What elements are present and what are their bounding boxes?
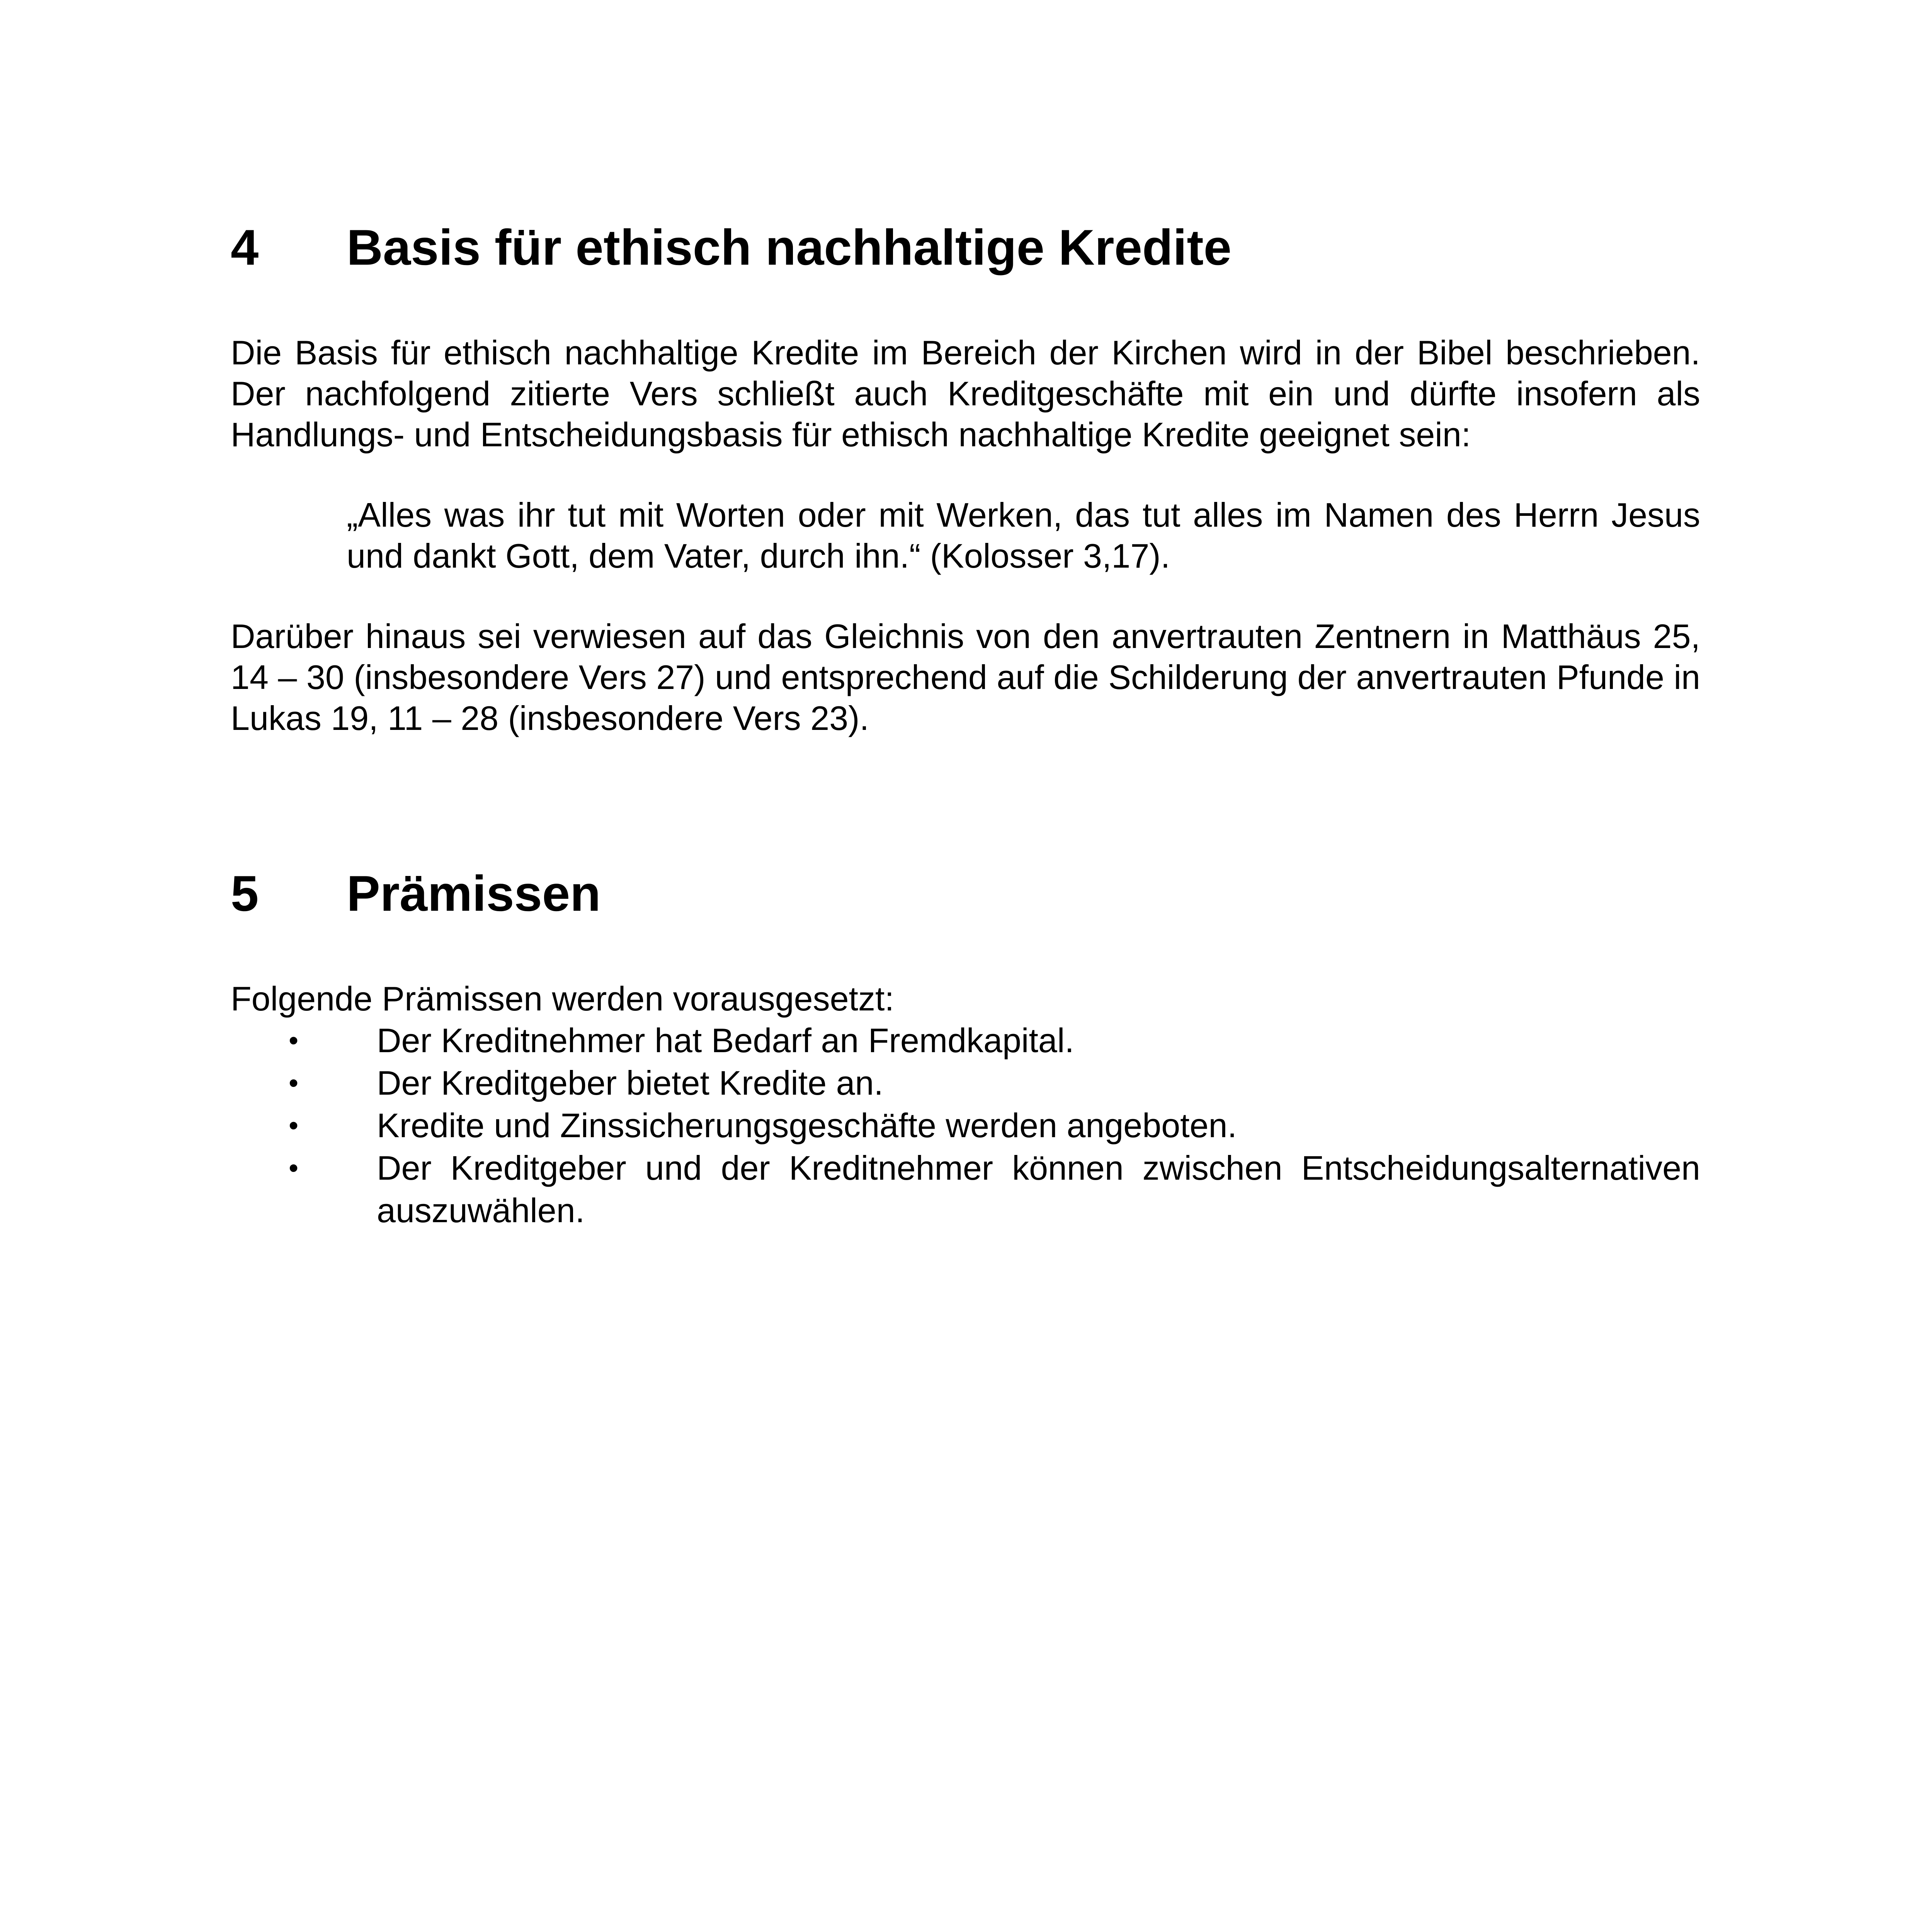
list-item — [231, 1147, 1700, 1232]
section-4-title: Basis für ethisch nachhaltige Kredite — [347, 219, 1232, 276]
section-4-closing-paragraph: Darüber hinaus sei verwiesen auf das Gleichnis von den anvertrauten Zentnern in Matthäus 25, 14 – 30 (insbesondere Vers 27) und entsprechend auf die Schilderung der anvertrauten Pfunde in Lukas 19, 11 – 28 (insbesondere Vers 23). — [231, 617, 1700, 737]
section-5-intro-paragraph: Folgende Prämissen werden vorausgesetzt: — [231, 980, 894, 1018]
page-content — [231, 216, 1700, 1232]
section-5-heading — [231, 862, 1700, 924]
list-item-text: Kredite und Zinssicherungsgeschäfte werden angeboten. — [377, 1106, 1237, 1145]
list-item-text: Der Kreditgeber bietet Kredite an. — [377, 1064, 883, 1102]
list-item-text: Der Kreditgeber und der Kreditnehmer können zwischen Entscheidungsalternativen auszuwählen. — [377, 1149, 1700, 1230]
bible-quote: „Alles was ihr tut mit Worten oder mit Werken, das tut alles im Namen des Herrn Jesus und dankt Gott, dem Vater, durch ihn.“ (Kolosser 3,17). — [347, 496, 1700, 575]
premises-list — [231, 1019, 1700, 1232]
bullet-icon: • — [289, 1068, 299, 1099]
section-4-number: 4 — [231, 219, 259, 276]
list-item — [231, 1104, 1700, 1147]
section-4-intro-paragraph: Die Basis für ethisch nachhaltige Kredite im Bereich der Kirchen wird in der Bibel beschrieben. Der nachfolgend zitierte Vers schließt auch Kreditgeschäfte mit ein und dürfte insofern als Handlungs- und Entscheidungsbasis für ethisch nachhaltige Kredite geeignet sein: — [231, 333, 1700, 454]
list-item-text: Der Kreditnehmer hat Bedarf an Fremdkapital. — [377, 1021, 1074, 1060]
section-5-title: Prämissen — [347, 865, 601, 922]
list-item — [231, 1062, 1700, 1104]
bullet-icon: • — [289, 1110, 299, 1141]
section-5-number: 5 — [231, 865, 259, 922]
bullet-icon: • — [289, 1025, 299, 1056]
section-4-heading — [231, 216, 1700, 278]
bullet-icon: • — [289, 1153, 299, 1184]
list-item — [231, 1019, 1700, 1062]
